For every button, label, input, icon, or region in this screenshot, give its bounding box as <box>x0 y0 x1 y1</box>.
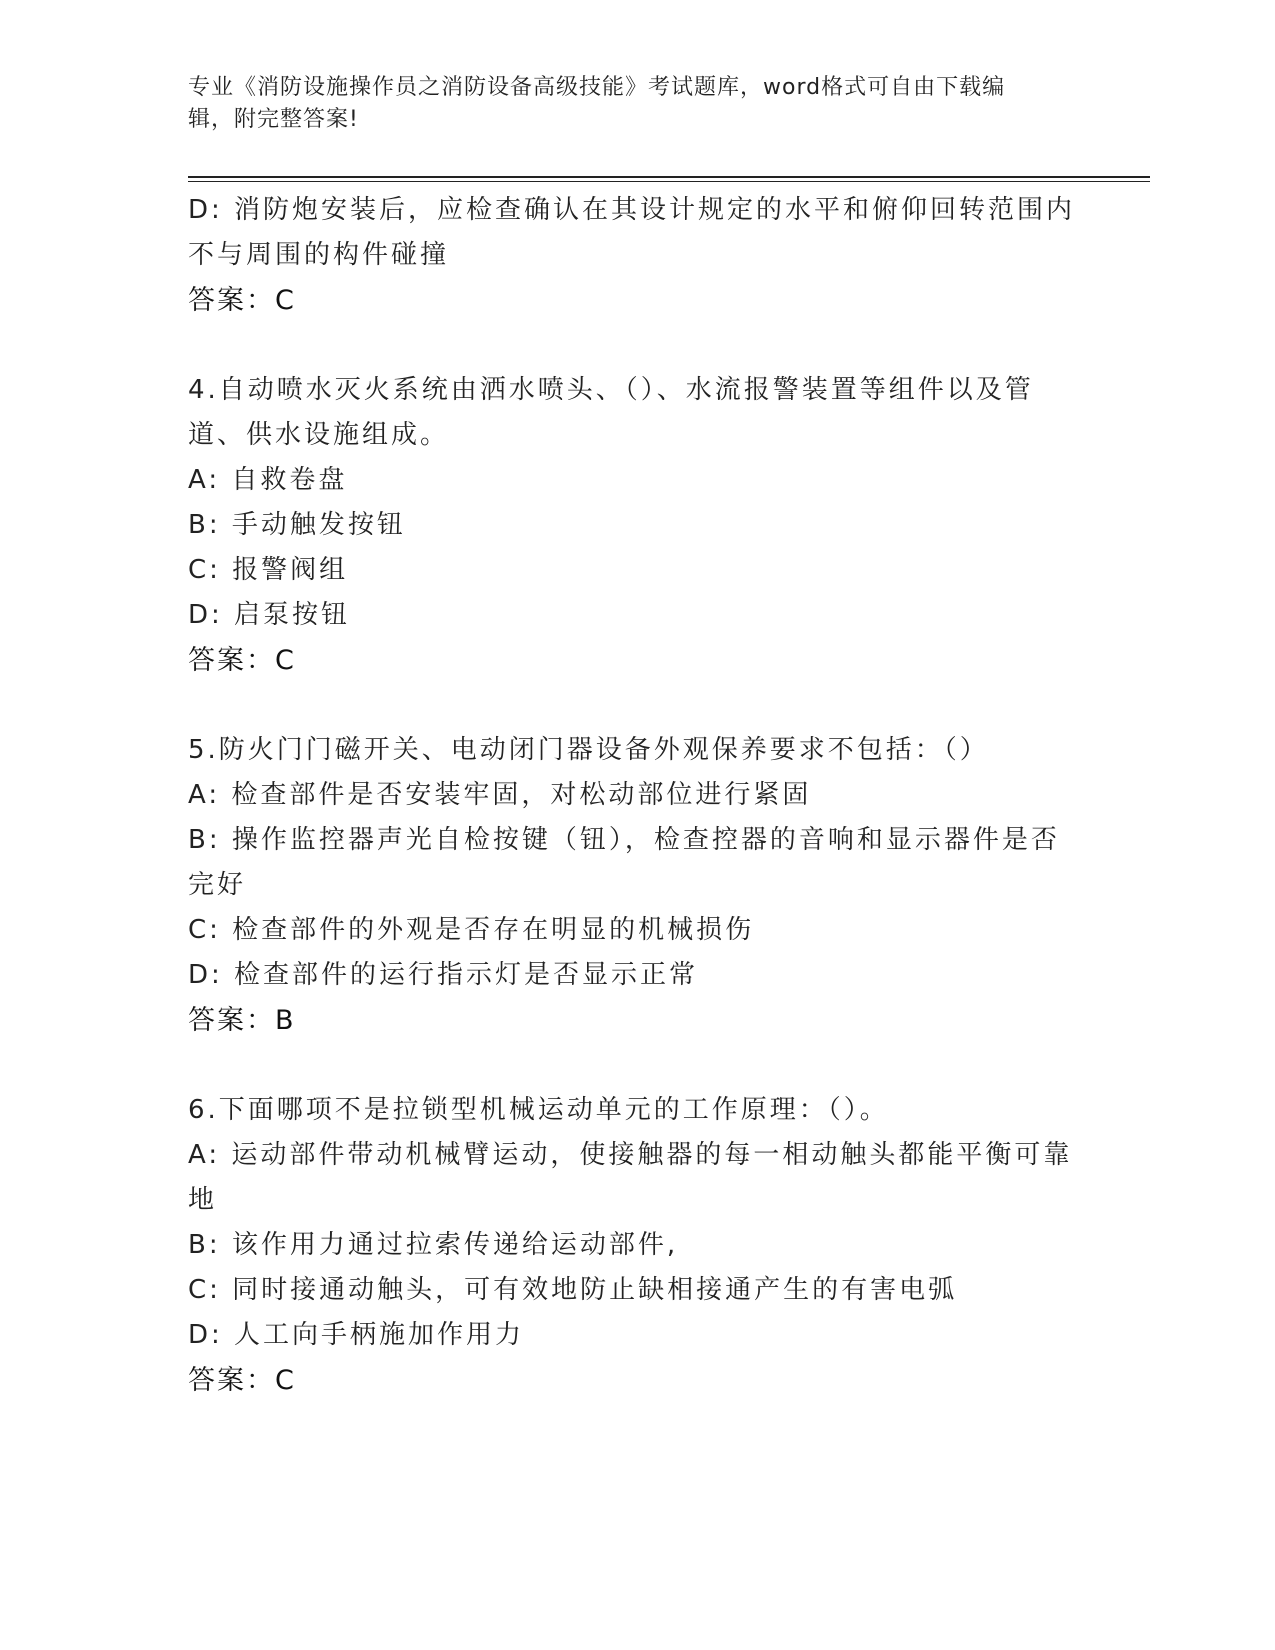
option-a: A: 检查部件是否安装牢固，对松动部位进行紧固 <box>188 780 812 810</box>
option-a-continued: 地 <box>188 1185 218 1215</box>
header-divider-thin <box>188 181 1150 182</box>
option-c: C: 报警阀组 <box>188 555 349 585</box>
answer: 答案：C <box>188 1365 296 1396</box>
spacer <box>188 323 1088 368</box>
option-d-continued: 不与周围的构件碰撞 <box>188 240 450 270</box>
question-4 <box>188 368 1088 683</box>
option-d: D: 人工向手柄施加作用力 <box>188 1320 525 1350</box>
option-d: D: 检查部件的运行指示灯是否显示正常 <box>188 960 699 990</box>
document-body <box>188 188 1088 1403</box>
option-d: D: 启泵按钮 <box>188 600 351 630</box>
question-title: 5.防火门门磁开关、电动闭门器设备外观保养要求不包括：（） <box>188 735 989 765</box>
answer: 答案：B <box>188 1005 296 1036</box>
option-b: B: 手动触发按钮 <box>188 510 406 540</box>
question-5 <box>188 728 1088 1043</box>
option-b: B: 操作监控器声光自检按键（钮），检查控器的音响和显示器件是否 <box>188 825 1060 855</box>
header-line-1: 专业《消防设施操作员之消防设备高级技能》考试题库，word格式可自由下载编 <box>188 75 1006 100</box>
option-c: C: 检查部件的外观是否存在明显的机械损伤 <box>188 915 755 945</box>
header-divider-thick <box>188 176 1150 178</box>
answer: 答案：C <box>188 645 296 676</box>
question-title: 4.自动喷水灭火系统由洒水喷头、（）、水流报警装置等组件以及管 <box>188 375 1034 405</box>
question-3-tail <box>188 188 1088 323</box>
option-a: A: 自救卷盘 <box>188 465 348 495</box>
option-b-continued: 完好 <box>188 870 247 900</box>
spacer <box>188 683 1088 728</box>
question-title: 6.下面哪项不是拉锁型机械运动单元的工作原理：（）。 <box>188 1095 889 1125</box>
option-a: A: 运动部件带动机械臂运动，使接触器的每一相动触头都能平衡可靠 <box>188 1140 1073 1170</box>
question-6 <box>188 1088 1088 1403</box>
question-title-continued: 道、供水设施组成。 <box>188 420 450 450</box>
option-c: C: 同时接通动触头，可有效地防止缺相接通产生的有害电弧 <box>188 1275 958 1305</box>
spacer <box>188 1043 1088 1088</box>
option-b: B: 该作用力通过拉索传递给运动部件, <box>188 1230 679 1260</box>
header-line-2: 辑，附完整答案! <box>188 107 359 132</box>
option-d: D: 消防炮安装后，应检查确认在其设计规定的水平和俯仰回转范围内 <box>188 195 1076 225</box>
answer: 答案：C <box>188 285 296 316</box>
document-header <box>188 72 1068 136</box>
